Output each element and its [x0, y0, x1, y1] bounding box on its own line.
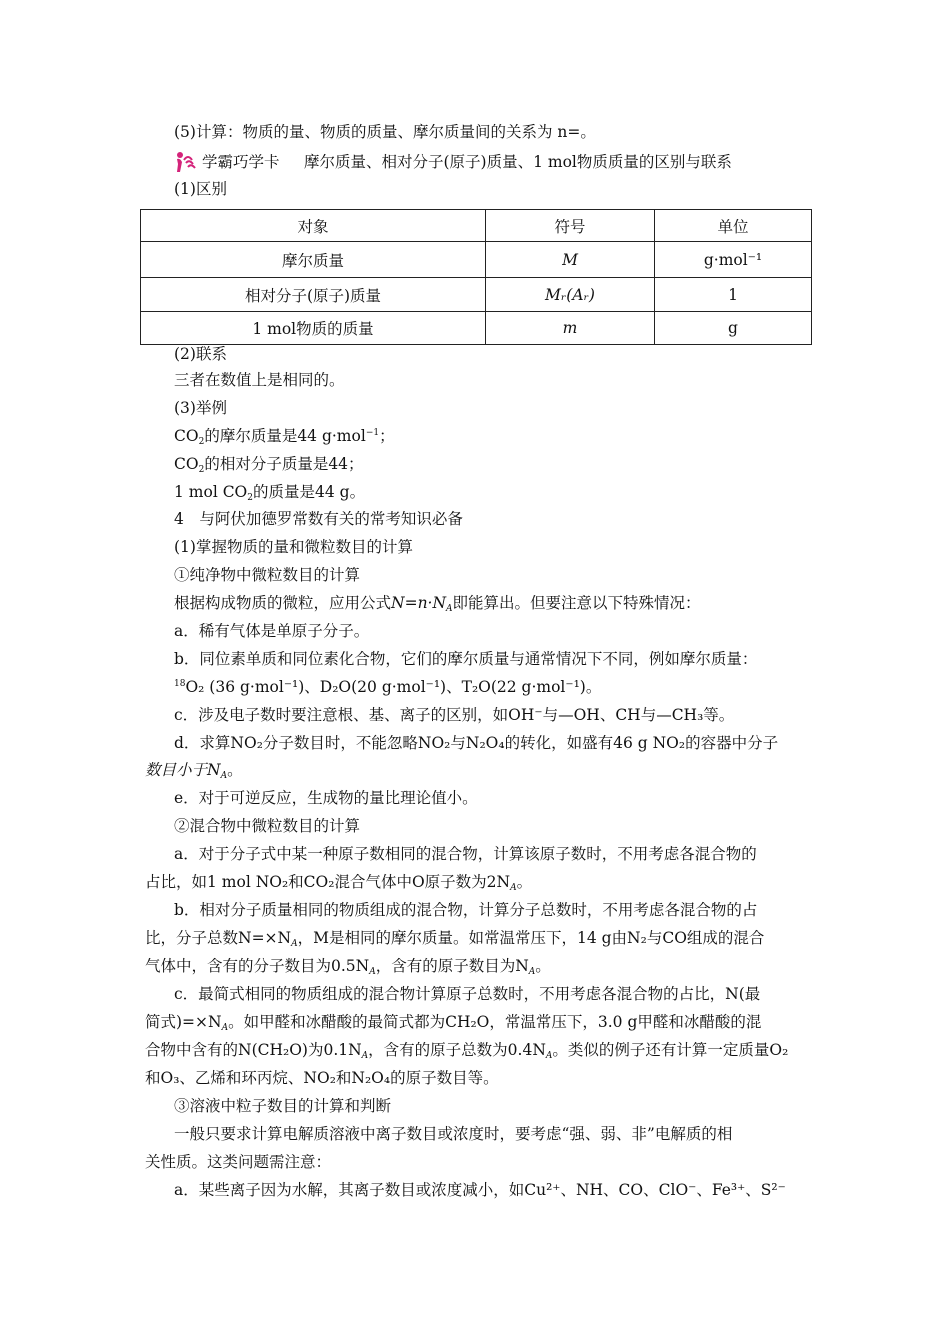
difference-heading: (1)区别	[174, 180, 227, 198]
pure-substance-heading: ①纯净物中微粒数目的计算	[174, 566, 361, 584]
table-cell: m	[486, 312, 655, 345]
section-4-title: 4 与阿伏加德罗常数有关的常考知识必备	[174, 510, 463, 528]
table-row	[141, 242, 812, 278]
table-row	[141, 278, 812, 312]
item-c3-cont2: 合物中含有的N(CH₂O)为$0.1N_A$，含有的原子总数为$0.4N_A$。类似的例子还有计算一定质量O₂	[145, 1041, 789, 1061]
table-cell: M	[486, 242, 655, 278]
example-line-3: 1 mol $CO_2$的质量是44 g。	[174, 483, 366, 503]
formula-line: (5)计算：物质的量、物质的质量、摩尔质量间的关系为 n=。	[174, 123, 596, 141]
item-d1: d．求算NO₂分子数目时，不能忽略NO₂与N₂O₄的转化，如盛有46 g NO₂的容器中分子	[174, 734, 779, 752]
item-c3-cont3: 和O₃、乙烯和环丙烷、NO₂和N₂O₄的原子数目等。	[145, 1069, 499, 1087]
table-cell: 1 mol物质的质量	[141, 312, 486, 345]
solution-paragraph-cont: 关性质。这类问题需注意：	[145, 1153, 332, 1171]
header-cell: 符号	[486, 210, 655, 242]
item-c1: c．涉及电子数时要注意根、基、离子的区别，如OH⁻与—OH、CH与—CH₃等。	[174, 706, 735, 724]
item-a2-cont: 占比，如1 mol NO₂和CO₂混合气体中O原子数为$2N_A$。	[145, 873, 533, 893]
table-cell: 相对分子(原子)质量	[141, 278, 486, 312]
example-heading: (3)举例	[174, 399, 227, 417]
item-c3-cont: 简式)$=\times N_A$。如甲醛和冰醋酸的最简式都为CH₂O，常温常压下，3.0 g甲醛和冰醋酸的混	[145, 1013, 762, 1033]
solution-paragraph: 一般只要求计算电解质溶液中离子数目或浓度时，要考虑“强、弱、非”电解质的相	[174, 1125, 733, 1143]
item-a2: a．对于分子式中某一种原子数相同的混合物，计算该原子数时，不用考虑各混合物的	[174, 845, 757, 863]
item-c3: c．最简式相同的物质组成的混合物计算原子总数时，不用考虑各混合物的占比，N(最	[174, 985, 761, 1003]
table-cell: 1	[655, 278, 812, 312]
table-header-row	[141, 210, 812, 242]
study-tip-logo-icon	[174, 150, 200, 174]
formula-paragraph: 根据构成物质的微粒，应用公式$N=n\cdot N_A$即能算出。但要注意以下特殊情况：	[174, 594, 701, 614]
example-line-1: $CO_2$的摩尔质量是44 g·mol$^{-1}$；	[174, 427, 395, 447]
item-a1: a．稀有气体是单原子分子。	[174, 622, 370, 640]
tip-label: 学霸巧学卡	[202, 153, 280, 171]
item-e1: e．对于可逆反应，生成物的量比理论值小。	[174, 789, 478, 807]
example-line-2: $CO_2$的相对分子质量是44；	[174, 455, 364, 475]
item-b1: b．同位素单质和同位素化合物，它们的摩尔质量与通常情况下不同，例如摩尔质量：	[174, 650, 758, 668]
solution-heading: ③溶液中粒子数目的计算和判断	[174, 1097, 392, 1115]
header-cell: 对象	[141, 210, 486, 242]
table-cell: g	[655, 312, 812, 345]
item-b1-cont: $^{18}$O₂ (36 g·mol⁻¹)、D₂O(20 g·mol⁻¹)、T₂O(22 g·mol⁻¹)。	[174, 678, 602, 696]
item-a4: a．某些离子因为水解，其离子数目或浓度减小，如Cu²⁺、NH、CO、ClO⁻、Fe³⁺、S²⁻	[174, 1181, 786, 1199]
table-cell: 摩尔质量	[141, 242, 486, 278]
table-cell: g·mol⁻¹	[655, 242, 812, 278]
subsection-1-title: (1)掌握物质的量和微粒数目的计算	[174, 538, 413, 556]
header-cell: 单位	[655, 210, 812, 242]
mixture-heading: ②混合物中微粒数目的计算	[174, 817, 361, 835]
item-d1-cont: 数目小于$N_A$。	[145, 761, 243, 781]
relation-heading: (2)联系	[174, 345, 227, 363]
tip-title: 摩尔质量、相对分子(原子)质量、1 mol物质质量的区别与联系	[304, 153, 732, 171]
relation-text: 三者在数值上是相同的。	[174, 371, 345, 389]
item-b2: b．相对分子质量相同的物质组成的混合物，计算分子总数时，不用考虑各混合物的占	[174, 901, 758, 919]
item-b2-cont2: 气体中，含有的分子数目为$0.5N_A$，含有的原子数目为$N_A$。	[145, 957, 551, 977]
comparison-table	[140, 209, 812, 345]
table-cell: Mᵣ(Aᵣ)	[486, 278, 655, 312]
table-row	[141, 312, 812, 345]
item-b2-cont: 比，分子总数$N=\times N_A$，M是相同的摩尔质量。如常温常压下，14 g由N₂与CO组成的混合	[145, 929, 765, 949]
